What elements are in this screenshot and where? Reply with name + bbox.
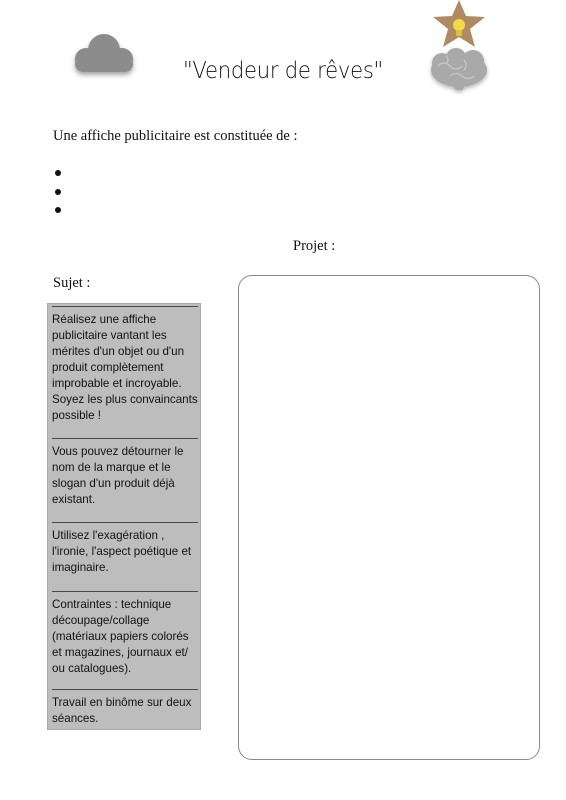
sujet-block: [52, 306, 198, 424]
divider: [52, 438, 198, 439]
sujet-panel: [47, 303, 201, 730]
divider: [52, 591, 198, 592]
page-title: "Vendeur de rêves": [182, 58, 384, 84]
projet-frame: [238, 275, 540, 760]
sujet-block-text: Réalisez une affiche publicitaire vantant les mérites d'un objet ou d'un produit complètement improbable et incroyable. Soyez les plus convaincants possible !: [52, 313, 198, 422]
divider: [52, 306, 198, 307]
sujet-block: [52, 522, 198, 576]
sujet-label: Sujet :: [53, 275, 91, 291]
sujet-block-text: Utilisez l'exagération , l'ironie, l'aspect poétique et imaginaire.: [52, 529, 192, 574]
sujet-block-text: Travail en binôme sur deux séances.: [52, 696, 192, 725]
sujet-block-text: Vous pouvez détourner le nom de la marque et le slogan d'un produit déjà existant.: [52, 445, 184, 506]
sujet-block-text: Contraintes : technique découpage/collage (matériaux papiers colorés et magazines, journaux et/ ou catalogues).: [52, 598, 189, 675]
projet-label: Projet :: [293, 238, 336, 254]
intro-text: Une affiche publicitaire est constituée de :: [53, 128, 298, 144]
divider: [52, 522, 198, 523]
divider: [52, 689, 198, 690]
sujet-block: [52, 591, 198, 677]
sujet-block: [52, 689, 198, 727]
sujet-block: [52, 438, 198, 508]
